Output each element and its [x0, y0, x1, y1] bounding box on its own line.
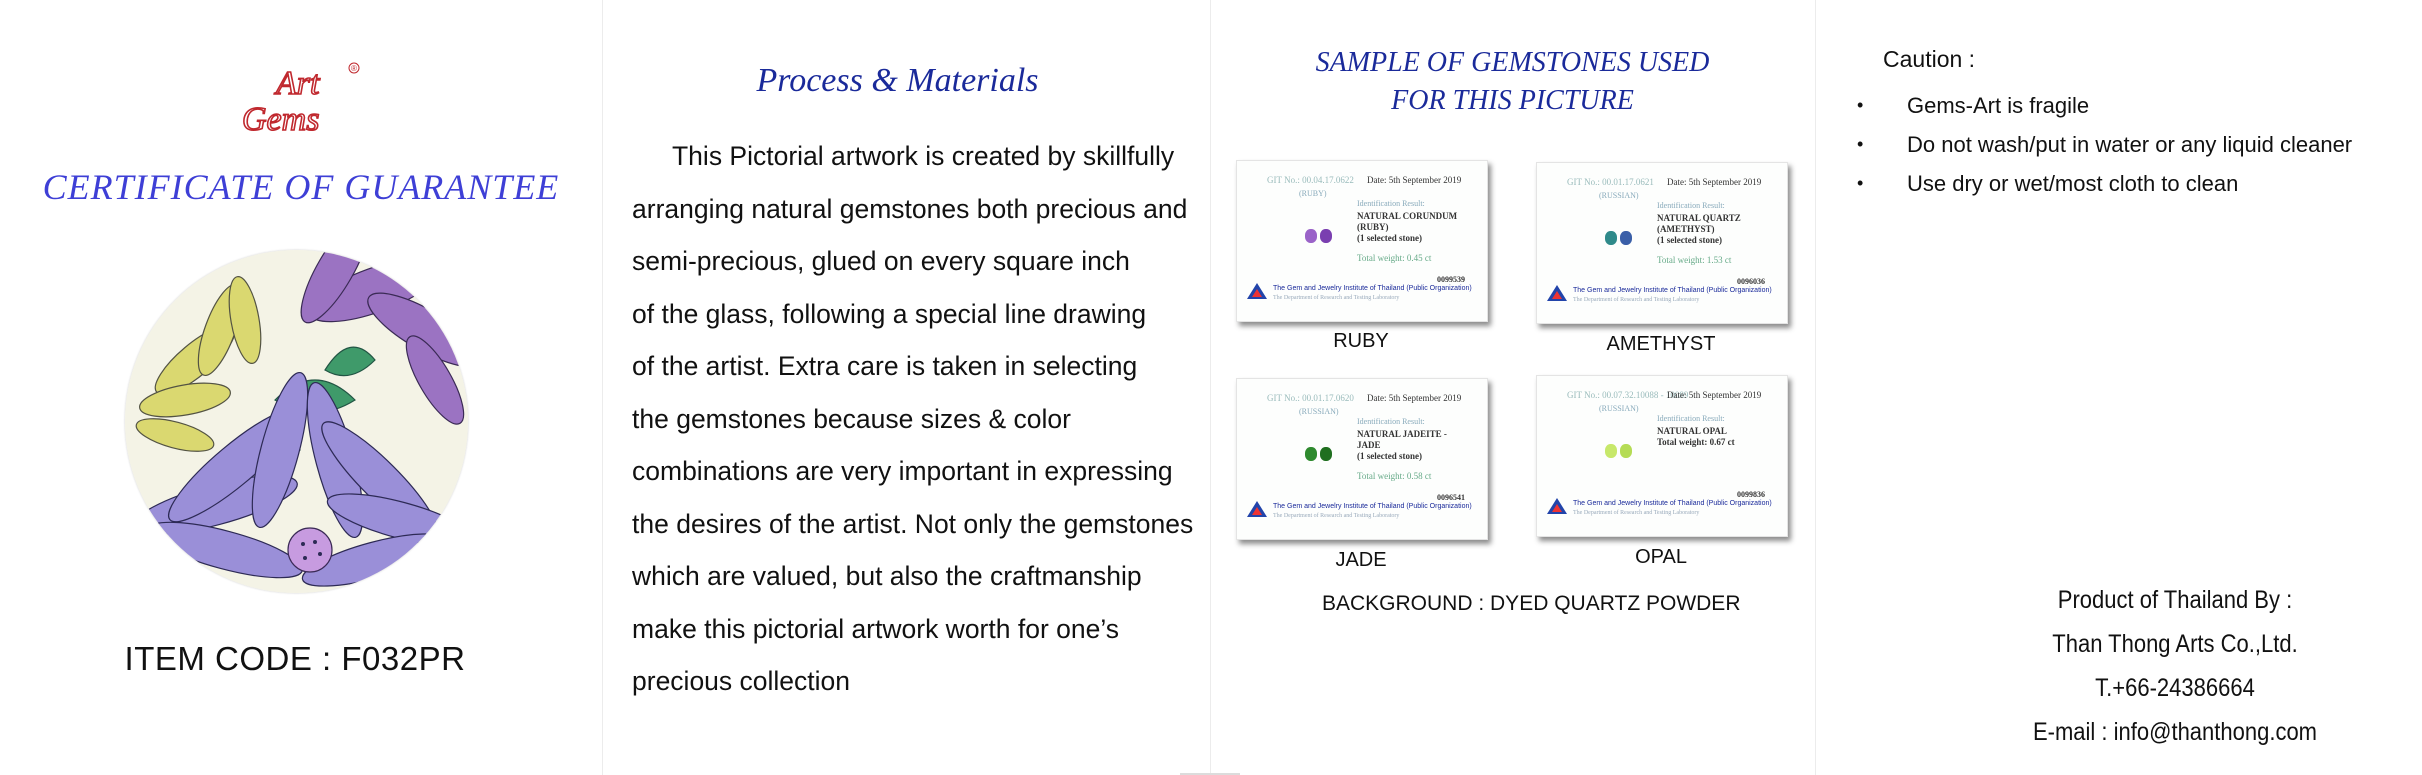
card-id-result-label: Identification Result: — [1357, 199, 1425, 208]
card-institute-sub: The Department of Research and Testing Laboratory — [1273, 295, 1400, 301]
description-line: combinations are very important in expressing — [632, 456, 1173, 486]
card-serial-number: 0099836 — [1737, 490, 1765, 499]
certificate-panel — [0, 0, 602, 775]
card-gem-type: (RUSSIAN) — [1599, 404, 1639, 413]
gem-certificate-card — [1536, 162, 1788, 324]
caution-text: Gems-Art is fragile — [1907, 92, 2090, 118]
samples-title-line2: FOR THIS PICTURE — [1391, 85, 1634, 116]
card-git-number: GIT No.: 00.04.17.0622 — [1267, 175, 1354, 185]
card-gem-type: (RUSSIAN) — [1299, 407, 1339, 416]
card-git-number: GIT No.: 00.01.17.0620 — [1267, 393, 1354, 403]
caution-item — [1857, 86, 2352, 125]
bullet-icon: • — [1857, 134, 1864, 154]
item-code: ITEM CODE : F032PR — [124, 640, 466, 677]
description-line: the gemstones because sizes & color — [632, 403, 1071, 434]
fold-line — [602, 0, 603, 775]
gem-label-jade: JADE — [1335, 549, 1387, 571]
description-line: of the glass, following a special line drawing — [632, 298, 1147, 329]
caution-item — [1857, 164, 2352, 203]
maker-line: Product of Thailand By : — [2057, 586, 2293, 614]
card-id-result-label: Identification Result: — [1657, 201, 1725, 210]
gemstone-sample-photo — [1305, 447, 1332, 461]
card-id-result-label: Identification Result: — [1357, 417, 1425, 426]
card-result-line: (1 selected stone) — [1357, 451, 1422, 461]
card-serial-number: 0096036 — [1737, 277, 1765, 286]
card-git-number: GIT No.: 00.07.32.10088 - 10089 — [1567, 390, 1689, 400]
samples-title-line1: SAMPLE OF GEMSTONES USED — [1315, 47, 1710, 78]
card-result-line: (RUBY) — [1357, 222, 1389, 232]
card-date: Date: 5th September 2019 — [1667, 177, 1762, 187]
card-date: Date: 5th September 2019 — [1367, 393, 1462, 403]
process-description — [632, 136, 1193, 714]
maker-line: Than Thong Arts Co.,Ltd. — [2052, 630, 2298, 658]
card-result-line: NATURAL JADEITE - — [1357, 429, 1447, 439]
card-gem-type: (RUBY) — [1299, 189, 1327, 198]
card-result-line: (AMETHYST) — [1657, 224, 1715, 234]
process-title: Process & Materials — [756, 62, 1039, 99]
card-institute-sub: The Department of Research and Testing Laboratory — [1573, 510, 1700, 516]
git-logo-icon — [1247, 283, 1267, 299]
samples-title — [1210, 44, 1815, 120]
card-result — [1657, 213, 1741, 246]
card-institute-sub: The Department of Research and Testing Laboratory — [1273, 513, 1400, 519]
caution-list — [1857, 86, 2352, 203]
description-line: of the artist. Extra care is taken in selecting — [632, 351, 1138, 381]
description-line: This Pictorial artwork is created by skillfully — [672, 141, 1175, 171]
card-result — [1357, 211, 1457, 244]
caution-title: Caution : — [1883, 46, 1976, 72]
logo-gems-text: Gems — [242, 101, 320, 138]
gem-label-ruby: RUBY — [1333, 330, 1389, 352]
card-result-line: NATURAL OPAL — [1657, 426, 1727, 436]
art-gems-logo — [232, 58, 372, 138]
logo-art-text: Art — [276, 65, 320, 102]
gem-certificate-card — [1236, 160, 1488, 322]
gem-label-amethyst: AMETHYST — [1606, 333, 1716, 355]
bullet-icon: • — [1857, 95, 1864, 115]
caution-item — [1857, 125, 2352, 164]
artwork-thumbnail — [125, 250, 468, 593]
caution-text: Use dry or wet/most cloth to clean — [1907, 170, 2239, 196]
card-result-line: (1 selected stone) — [1357, 233, 1422, 243]
card-result-line: (1 selected stone) — [1657, 235, 1722, 245]
process-panel — [605, 0, 1210, 775]
card-date: Date: 5th September 2019 — [1667, 390, 1762, 400]
gem-label-opal: OPAL — [1635, 546, 1687, 568]
background-note: BACKGROUND : DYED QUARTZ POWDER — [1322, 592, 1741, 615]
description-line: precious collection — [632, 666, 851, 696]
maker-phone: T.+66-24386664 — [2095, 674, 2255, 702]
card-result — [1657, 426, 1735, 448]
description-line: arranging natural gemstones both precious and — [632, 193, 1188, 224]
card-result-line: Total weight: 0.67 ct — [1657, 437, 1735, 447]
card-weight: Total weight: 1.53 ct — [1657, 255, 1732, 265]
caution-text: Do not wash/put in water or any liquid cleaner — [1907, 131, 2353, 157]
gemstone-samples-panel — [1210, 0, 1815, 775]
card-id-result-label: Identification Result: — [1657, 414, 1725, 423]
card-gem-type: (RUSSIAN) — [1599, 191, 1639, 200]
git-logo-icon — [1547, 498, 1567, 514]
card-institute-sub: The Department of Research and Testing Laboratory — [1573, 297, 1700, 303]
description-line: make this pictorial artwork worth for one’s — [632, 613, 1120, 644]
card-institute: The Gem and Jewelry Institute of Thailand (Public Organization) — [1273, 503, 1472, 510]
card-result-line: NATURAL CORUNDUM — [1357, 211, 1458, 221]
caution-panel — [1815, 0, 2422, 775]
description-line: semi-precious, glued on every square inch — [632, 246, 1130, 276]
bullet-icon: • — [1857, 173, 1864, 193]
git-logo-icon — [1247, 501, 1267, 517]
card-result-line: JADE — [1357, 440, 1381, 450]
gemstone-sample-photo — [1305, 229, 1332, 243]
manufacturer-info — [2017, 578, 2334, 754]
certificate-title: CERTIFICATE OF GUARANTEE — [42, 167, 560, 207]
card-date: Date: 5th September 2019 — [1367, 175, 1462, 185]
card-git-number: GIT No.: 00.01.17.0621 — [1567, 177, 1654, 187]
card-weight: Total weight: 0.58 ct — [1357, 471, 1432, 481]
card-institute: The Gem and Jewelry Institute of Thailand (Public Organization) — [1573, 287, 1772, 294]
card-institute: The Gem and Jewelry Institute of Thailand (Public Organization) — [1273, 285, 1472, 292]
card-weight: Total weight: 0.45 ct — [1357, 253, 1432, 263]
card-result — [1357, 429, 1447, 462]
card-result-line: NATURAL QUARTZ — [1657, 213, 1741, 223]
card-serial-number: 0099539 — [1437, 275, 1465, 284]
gem-certificate-card — [1536, 375, 1788, 537]
description-line: which are valued, but also the craftmanship — [632, 561, 1142, 591]
git-logo-icon — [1547, 285, 1567, 301]
gem-certificate-card — [1236, 378, 1488, 540]
gemstone-sample-photo — [1605, 231, 1632, 245]
gemstone-sample-photo — [1605, 444, 1632, 458]
card-institute: The Gem and Jewelry Institute of Thailand (Public Organization) — [1573, 500, 1772, 507]
maker-email: E-mail : info@thanthong.com — [2032, 718, 2318, 746]
card-serial-number: 0096541 — [1437, 493, 1465, 502]
svg-text:®: ® — [351, 64, 357, 73]
description-line: the desires of the artist. Not only the gemstones — [632, 508, 1194, 539]
